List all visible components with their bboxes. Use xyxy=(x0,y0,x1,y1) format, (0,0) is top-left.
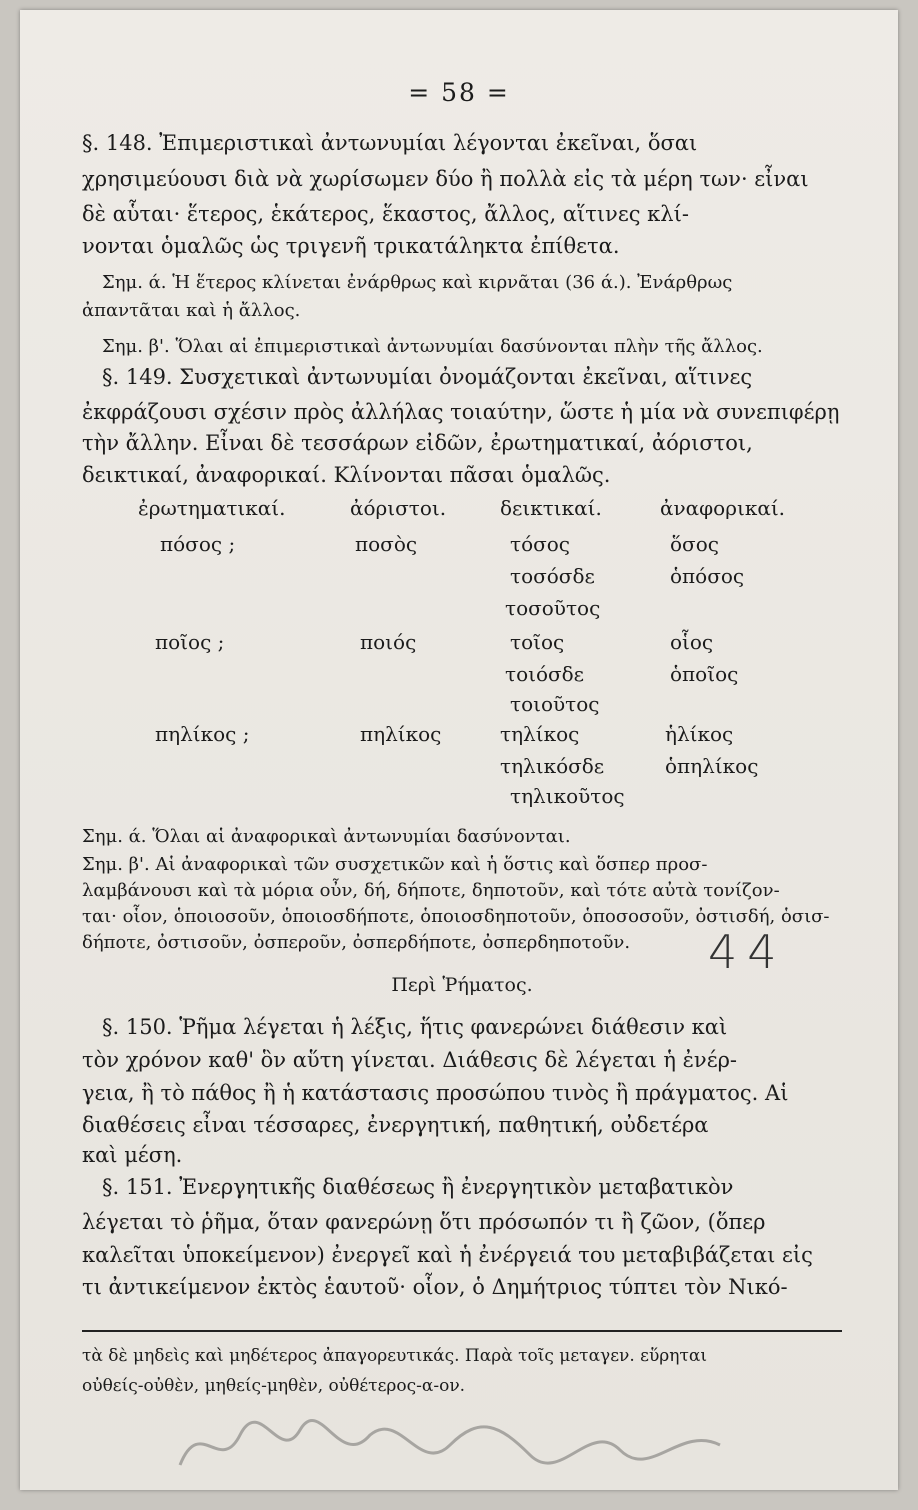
table-cell: ποσὸς xyxy=(355,532,418,556)
table-cell: τοιόσδε xyxy=(505,662,585,686)
page-number: = 58 = xyxy=(408,78,510,107)
footnote-rule xyxy=(82,1330,842,1332)
note-line: δήποτε, ὀστισοῦν, ὀσπεροῦν, ὀσπερδήποτε, ὀσπερδηποτοῦν. xyxy=(82,932,631,953)
text-line: §. 148. Ἐπιμεριστικαὶ ἀντωνυμίαι λέγονται ἐκεῖναι, ὅσαι xyxy=(82,131,698,155)
table-cell: ἡλίκος xyxy=(665,722,734,746)
table-cell: πηλίκος ; xyxy=(155,722,250,746)
table-cell: πηλίκος xyxy=(360,722,442,746)
note-line: Σημ. ά. Ὅλαι αἱ ἀναφορικαὶ ἀντωνυμίαι δασύνονται. xyxy=(82,826,571,847)
table-header: ἀναφορικαί. xyxy=(660,496,786,520)
section-heading: Περὶ Ῥήματος. xyxy=(391,974,533,996)
text-line: καὶ μέση. xyxy=(82,1143,183,1167)
table-cell: τόσος xyxy=(510,532,570,556)
text-line: γεια, ἢ τὸ πάθος ἢ ἡ κατάστασις προσώπου τινὸς ἢ πράγματος. Αἱ xyxy=(82,1081,789,1105)
note-line: λαμβάνουσι καὶ τὰ μόρια οὖν, δή, δήποτε, δηποτοῦν, καὶ τότε αὐτὰ τονίζον- xyxy=(82,880,780,901)
table-cell: τοσόσδε xyxy=(510,564,595,588)
table-cell: ποῖος ; xyxy=(155,630,225,654)
text-line: καλεῖται ὑποκείμενον) ἐνεργεῖ καὶ ἡ ἐνέργειά του μεταβιβάζεται εἰς xyxy=(82,1243,813,1267)
table-cell: τοιοῦτος xyxy=(510,692,600,716)
table-header: ἀόριστοι. xyxy=(350,496,447,520)
text-line: νονται ὁμαλῶς ὡς τριγενῆ τρικατάληκτα ἐπίθετα. xyxy=(82,234,620,258)
text-line: χρησιμεύουσι διὰ νὰ χωρίσωμεν δύο ἢ πολλὰ εἰς τὰ μέρη των· εἶναι xyxy=(82,167,809,191)
table-cell: ὁποῖος xyxy=(670,662,739,686)
table-cell: τοσοῦτος xyxy=(505,596,601,620)
text-line: δὲ αὗται· ἕτερος, ἑκάτερος, ἕκαστος, ἄλλος, αἵτινες κλί- xyxy=(82,202,689,226)
table-cell: οἷος xyxy=(670,630,714,654)
table-cell: τηλίκος xyxy=(500,722,580,746)
note-line: Σημ. ά. Ἡ ἕτερος κλίνεται ἐνάρθρως καὶ κιρνᾶται (36 ά.). Ἐνάρθρως xyxy=(102,272,733,293)
note-line: Σημ. β'. Ὅλαι αἱ ἐπιμεριστικαὶ ἀντωνυμίαι δασύνονται πλὴν τῆς ἄλλος. xyxy=(102,336,763,357)
text-line: λέγεται τὸ ῥῆμα, ὅταν φανερώνῃ ὅτι πρόσωπόν τι ἢ ζῶον, (ὅπερ xyxy=(82,1210,766,1234)
text-line: §. 149. Συσχετικαὶ ἀντωνυμίαι ὀνομάζονται ἐκεῖναι, αἵτινες xyxy=(102,365,753,389)
footnote-line: οὐθείς-οὐθὲν, μηθείς-μηθὲν, οὐθέτερος-α-ον. xyxy=(82,1376,466,1396)
text-line: τὴν ἄλλην. Εἶναι δὲ τεσσάρων εἰδῶν, ἐρωτηματικαί, ἀόριστοι, xyxy=(82,431,753,455)
document-page xyxy=(20,10,898,1490)
table-header: ἐρωτηματικαί. xyxy=(138,496,286,520)
text-line: §. 150. Ῥῆμα λέγεται ἡ λέξις, ἥτις φανερώνει διάθεσιν καὶ xyxy=(102,1015,728,1039)
table-cell: ποιός xyxy=(360,630,417,654)
handwritten-signature xyxy=(170,1405,730,1485)
note-line: Σημ. β'. Αἱ ἀναφορικαὶ τῶν συσχετικῶν καὶ ἡ ὅστις καὶ ὅσπερ προσ- xyxy=(82,854,708,875)
note-line: ται· οἷον, ὁποιοσοῦν, ὁποιοσδήποτε, ὁποιοσδηποτοῦν, ὁποσοσοῦν, ὀστισδή, ὁσισ- xyxy=(82,906,830,927)
table-cell: ὁπόσος xyxy=(670,564,745,588)
text-line: τι ἀντικείμενον ἐκτὸς ἑαυτοῦ· οἷον, ὁ Δημήτριος τύπτει τὸν Νικό- xyxy=(82,1275,788,1299)
text-line: §. 151. Ἐνεργητικῆς διαθέσεως ἢ ἐνεργητικὸν μεταβατικὸν xyxy=(102,1175,734,1199)
note-line: ἀπαντᾶται καὶ ἡ ἄλλος. xyxy=(82,300,301,321)
table-cell: ὅσος xyxy=(670,532,719,556)
text-line: ἐκφράζουσι σχέσιν πρὸς ἀλλήλας τοιαύτην, ὥστε ἡ μία νὰ συνεπιφέρῃ xyxy=(82,400,840,424)
text-line: δεικτικαί, ἀναφορικαί. Κλίνονται πᾶσαι ὁμαλῶς. xyxy=(82,463,611,487)
text-line: τὸν χρόνον καθ' ὃν αὕτη γίνεται. Διάθεσις δὲ λέγεται ἡ ἐνέρ- xyxy=(82,1048,738,1072)
table-header: δεικτικαί. xyxy=(500,496,602,520)
text-line: διαθέσεις εἶναι τέσσαρες, ἐνεργητική, παθητική, οὐδετέρα xyxy=(82,1113,709,1137)
table-cell: τηλικοῦτος xyxy=(510,784,625,808)
table-cell: τοῖος xyxy=(510,630,565,654)
footnote-line: τὰ δὲ μηδεὶς καὶ μηδέτερος ἀπαγορευτικάς. Παρὰ τοῖς μεταγεν. εὕρηται xyxy=(82,1346,708,1366)
table-cell: ὁπηλίκος xyxy=(665,754,759,778)
table-cell: τηλικόσδε xyxy=(500,754,605,778)
handwritten-number: 44 xyxy=(708,925,787,979)
table-cell: πόσος ; xyxy=(160,532,236,556)
